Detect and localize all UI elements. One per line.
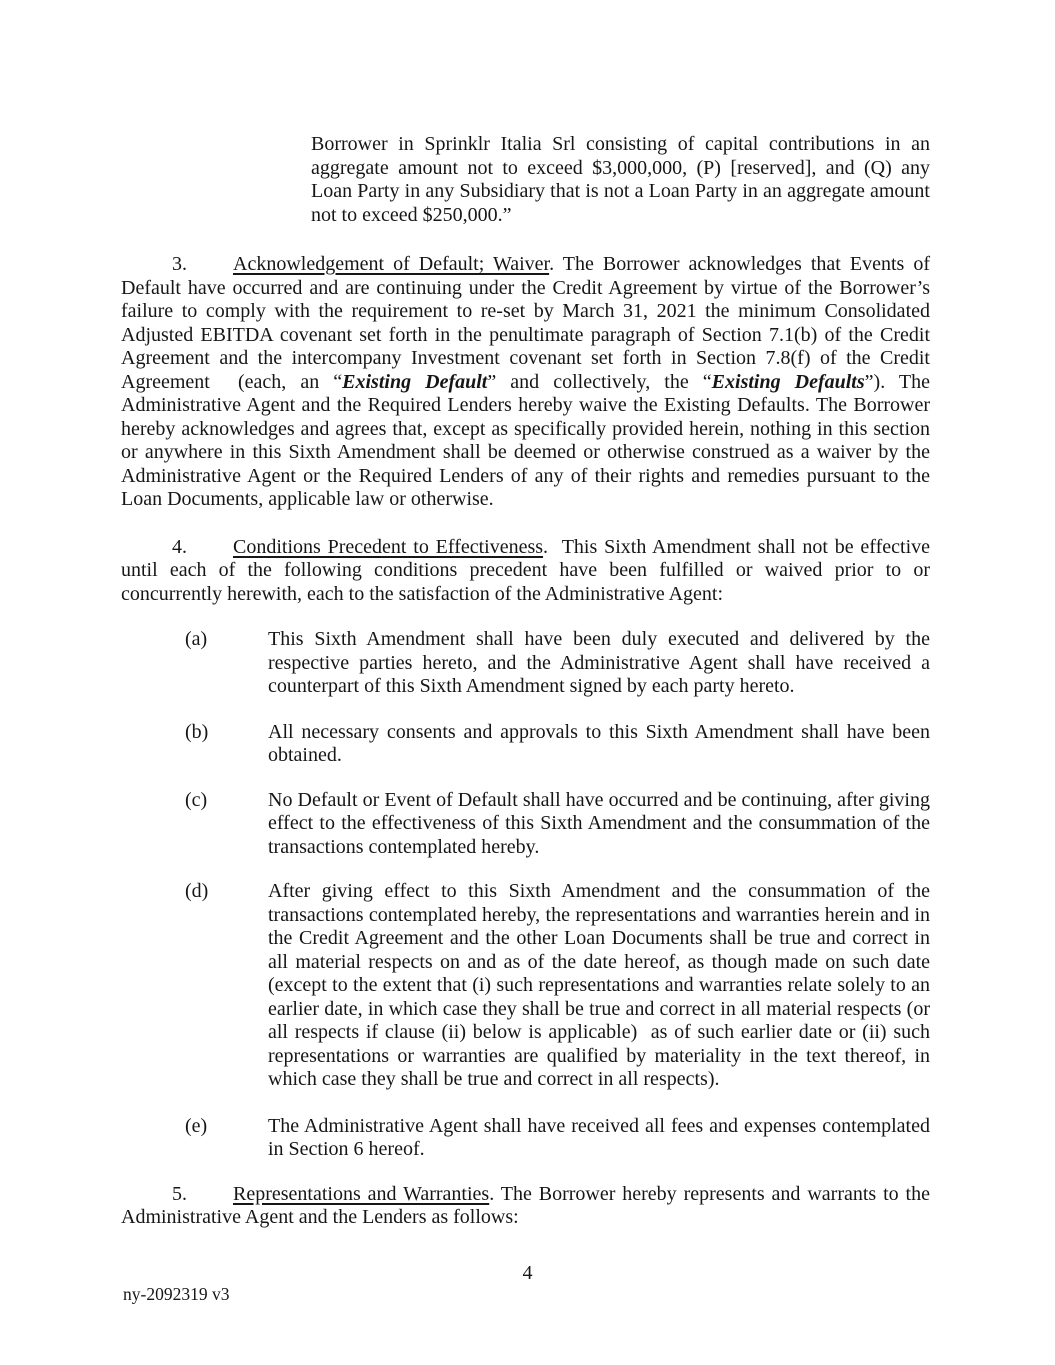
list-item-b — [121, 721, 930, 768]
section-4-number: 4. — [172, 535, 187, 558]
section-3-heading: Acknowledgement of Default; Waiver — [233, 253, 550, 275]
list-item-c-label: (c) — [185, 788, 208, 811]
page-number: 4 — [522, 1262, 533, 1284]
section-5-number: 5. — [172, 1182, 187, 1205]
list-item-e-text: The Administrative Agent shall have received all fees and expenses contemplated in Section 6 hereof. — [268, 1114, 930, 1160]
list-item-c — [121, 789, 930, 860]
blockquote-paragraph — [311, 133, 930, 227]
section-3-body-3: ”). The Administrative Agent and the Required Lenders hereby waive the Existing Defaults. The Borrower hereby acknowledges and agrees that, except as specifically provided herein, nothing in this section or anywhere in this Sixth Amendment shall be deemed or otherwise construed as a waiver by the Administrative Agent or the Required Lenders of any of their rights and remedies pursuant to the Loan Documents, applicable law or otherwise. — [121, 370, 930, 510]
defined-term-existing-default: Existing Default — [342, 370, 488, 393]
section-4-body: . This Sixth Amendment shall not be effective until each of the following conditions precedent have been fulfilled or waived prior to or concurrently herewith, each to the satisfaction of the Administrative Agent: — [121, 535, 931, 605]
section-5-paragraph — [121, 1183, 930, 1230]
defined-term-existing-defaults: Existing Defaults — [711, 370, 865, 393]
list-item-e-label: (e) — [185, 1114, 208, 1137]
blockquote-text: Borrower in Sprinklr Italia Srl consisting of capital contributions in an aggregate amount not to exceed $3,000,000, (P) [reserved], and (Q) any Loan Party in any Subsidiary that is not a Loan Party in an aggregate amount not to exceed $250,000.” — [311, 133, 930, 226]
section-5-body: . The Borrower hereby represents and warrants to the Administrative Agent and the Lenders as follows: — [121, 1182, 930, 1228]
section-3-body-2: ” and collectively, the “ — [487, 370, 712, 393]
section-3-number: 3. — [172, 253, 187, 275]
list-item-d-label: (d) — [185, 880, 209, 902]
section-3-body-1: . The Borrower acknowledges that Events of Default have occurred and are continuing under the Credit Agreement by virtue of the Borrower’s failure to comply with the requirement to re-set by March 31, 2021 the minimum Consolidated Adjusted EBITDA covenant set forth in the penultimate paragraph of Section 7.1(b) of the Credit Agreement and the intercompany Investment covenant set forth in Section 7.8(f) of the Credit Agreement (each, an “ — [121, 253, 930, 393]
list-item-b-text: All necessary consents and approvals to this Sixth Amendment shall have been obtained. — [268, 720, 930, 766]
list-item-d-text: After giving effect to this Sixth Amendment and the consummation of the transactions contemplated hereby, the representations and warranties herein and in the Credit Agreement and the other Loan Documents shall be true and correct in all material respects on and as of the date hereof, as though made on such date (except to the extent that (i) such representations and warranties relate solely to an earlier date, in which case they shall be true and correct in all material respects (or all respects if clause (ii) below is applicable) as of such earlier date or (ii) such representations or warranties are qualified by materiality in the text thereof, in which case they shall be true and correct in all respects). — [268, 880, 930, 1090]
list-item-b-label: (b) — [185, 720, 209, 743]
section-3-paragraph — [121, 253, 930, 512]
section-4-heading: Conditions Precedent to Effectiveness — [233, 535, 544, 558]
list-item-a-text: This Sixth Amendment shall have been duly executed and delivered by the respective parties hereto, and the Administrative Agent shall have received a counterpart of this Sixth Amendment signed by each party hereto. — [268, 628, 930, 697]
list-item-e — [121, 1115, 930, 1162]
list-item-a-label: (a) — [185, 628, 208, 650]
list-item-a — [121, 628, 930, 699]
section-4-paragraph — [121, 536, 930, 607]
list-item-d — [121, 880, 930, 1092]
document-id-footer: ny-2092319 v3 — [123, 1284, 230, 1304]
document-body — [121, 133, 930, 1230]
section-5-heading: Representations and Warranties — [233, 1182, 490, 1205]
list-item-c-text: No Default or Event of Default shall have occurred and be continuing, after giving effect to the effectiveness of this Sixth Amendment and the consummation of the transactions contemplated hereby. — [268, 788, 930, 858]
